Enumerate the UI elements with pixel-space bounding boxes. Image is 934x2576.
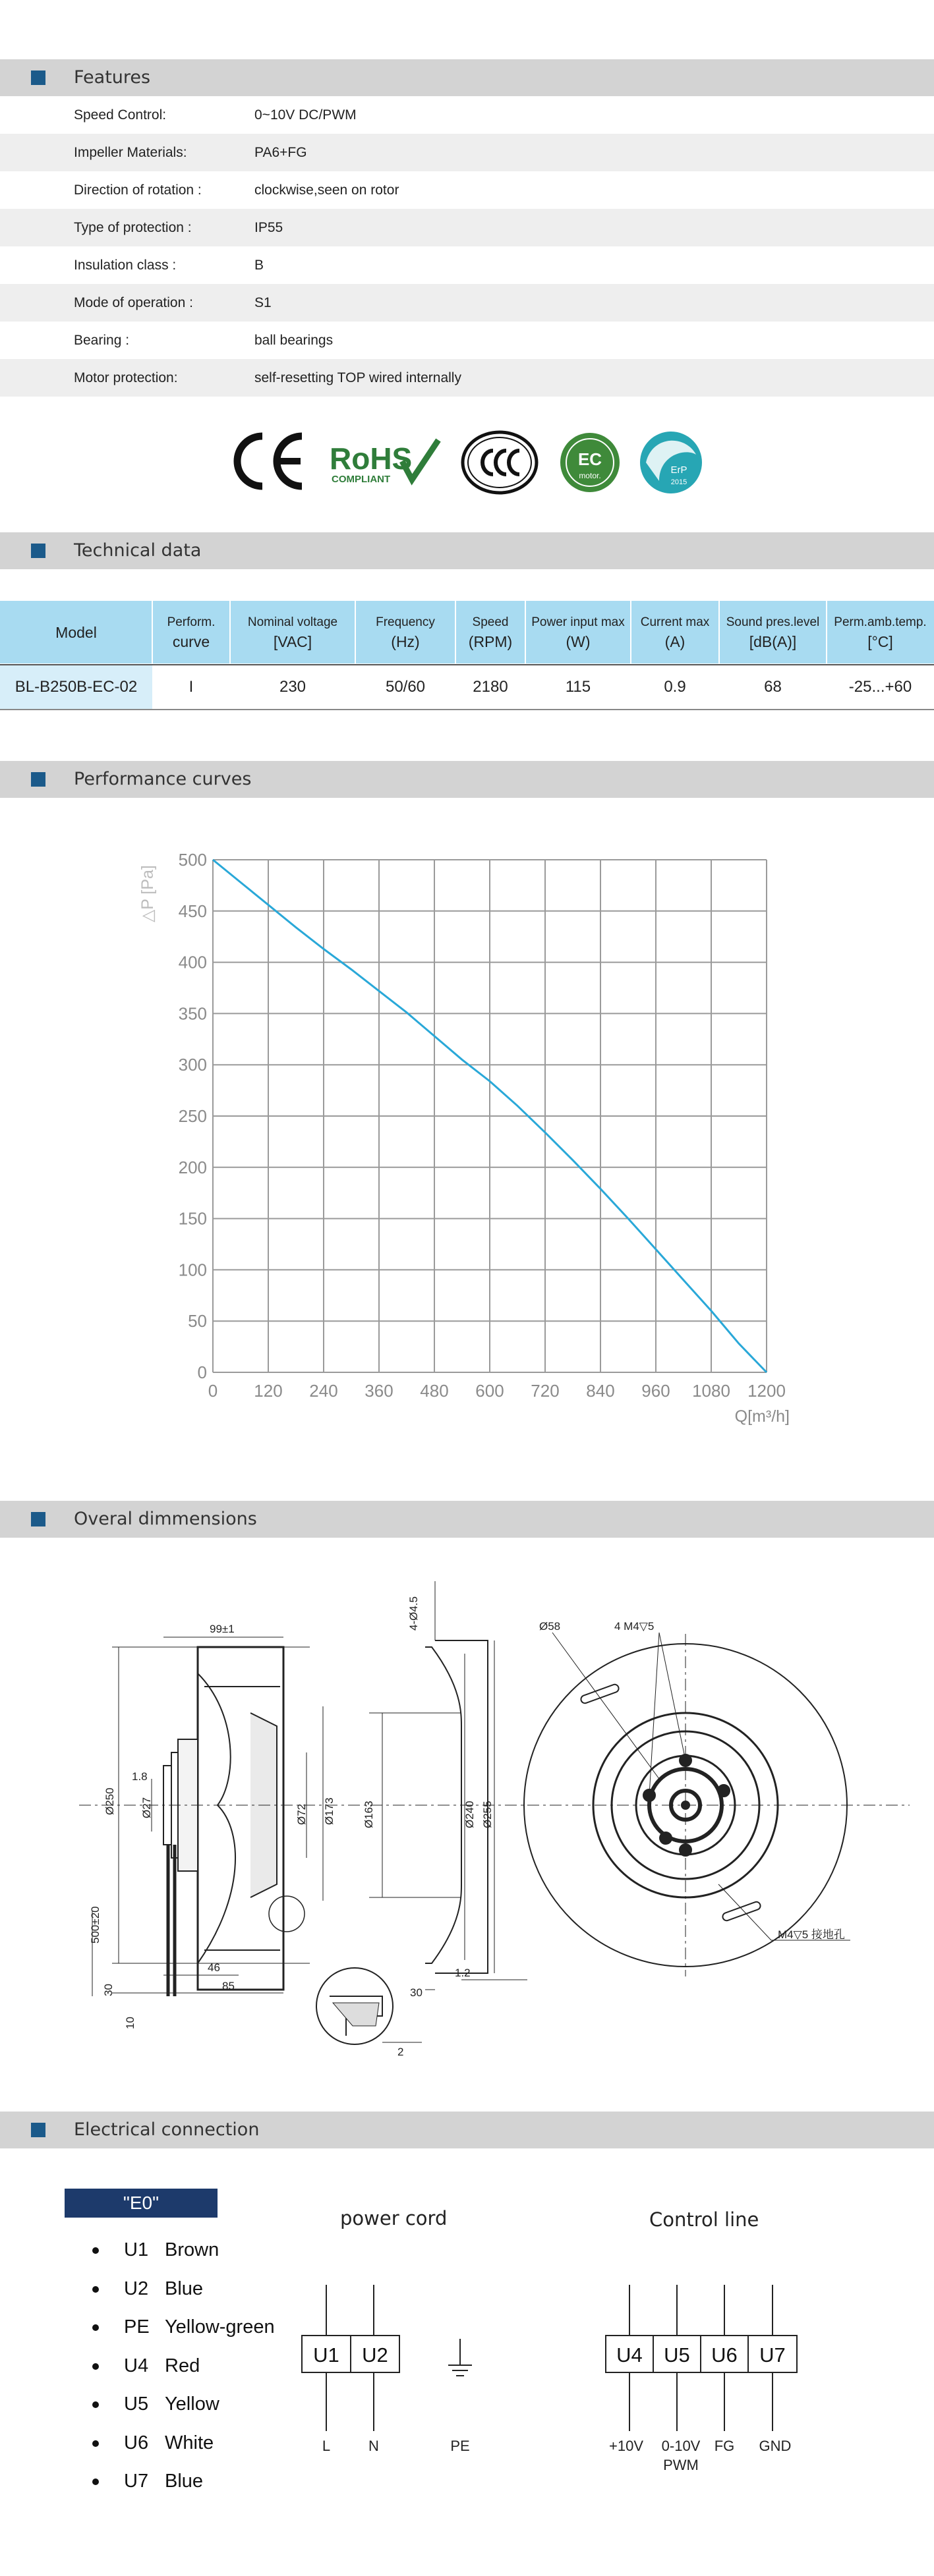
dim-99: 99±1 — [210, 1623, 235, 1635]
terminal-u4: U4 — [616, 2343, 643, 2366]
header-perform-curve — [152, 601, 230, 663]
header-speed — [455, 601, 525, 663]
feature-key: Speed Control: — [74, 107, 167, 123]
technical-title: Technical data — [74, 540, 202, 561]
dim-d27: Ø27 — [140, 1797, 153, 1818]
dim-d58: Ø58 — [539, 1620, 561, 1633]
erp-logo-icon — [640, 432, 702, 493]
wire-code: PE — [124, 2316, 150, 2338]
rohs-logo-icon — [330, 440, 438, 485]
header-current — [631, 601, 719, 663]
dim-lead: 500±20 — [89, 1906, 102, 1944]
y-tick-label: 0 — [197, 1362, 207, 1382]
y-tick-label: 200 — [178, 1157, 207, 1177]
dim-d240: Ø240 — [463, 1801, 476, 1828]
performance-title: Performance curves — [74, 769, 252, 789]
feature-row — [0, 284, 934, 322]
header-separator — [826, 601, 827, 663]
fan-front-view — [524, 1633, 850, 1976]
pin-l: L — [322, 2438, 331, 2454]
feature-row — [0, 246, 934, 284]
header-unit: (A) — [664, 632, 686, 650]
fan-section-view — [369, 1581, 527, 1990]
section-marker — [31, 70, 45, 85]
header-separator — [525, 601, 526, 663]
x-tick-label: 600 — [475, 1381, 504, 1401]
control-line-label: Control line — [649, 2208, 759, 2231]
header-separator — [152, 601, 153, 663]
y-axis-label: △P [Pa] — [138, 865, 157, 922]
x-tick-label: 1200 — [747, 1381, 786, 1401]
dim-m4-holes: 4 M4▽5 — [614, 1620, 655, 1633]
pin-gnd: GND — [759, 2438, 792, 2454]
x-tick-label: 360 — [365, 1381, 394, 1401]
electrical-header — [0, 2112, 934, 2148]
power-cord-label: power cord — [340, 2207, 448, 2229]
feature-key: Mode of operation : — [74, 295, 193, 310]
dim-1-2: 1.2 — [455, 1967, 471, 1979]
feature-row — [0, 209, 934, 246]
dim-30b: 30 — [410, 1986, 423, 1999]
feature-value: PA6+FG — [254, 145, 307, 160]
wire-code: U7 — [124, 2471, 149, 2492]
technical-header — [0, 532, 934, 569]
feature-row — [0, 322, 934, 359]
section-marker — [31, 1512, 45, 1526]
header-unit: [VAC] — [273, 632, 312, 650]
feature-value: IP55 — [254, 220, 283, 235]
header-label: Frequency — [376, 615, 435, 629]
x-tick-label: 480 — [420, 1381, 449, 1401]
cell-perform-curve: I — [189, 678, 194, 696]
header-unit: [dB(A)] — [749, 632, 797, 650]
cell-sound-level: 68 — [764, 678, 782, 696]
feature-key: Direction of rotation : — [74, 182, 202, 198]
header-separator — [718, 601, 720, 663]
pin-plus10v: +10V — [609, 2438, 643, 2454]
wire-code: U2 — [124, 2278, 149, 2299]
header-unit: (W) — [566, 632, 591, 650]
feature-row — [0, 96, 934, 134]
wire-color: Yellow — [165, 2394, 219, 2415]
dim-d255: Ø255 — [481, 1801, 494, 1828]
cell-frequency: 50/60 — [385, 678, 426, 696]
ec-motor-logo-icon — [560, 433, 620, 492]
feature-value: clockwise,seen on rotor — [254, 182, 399, 198]
header-separator — [630, 601, 631, 663]
cell-model: BL-B250B-EC-02 — [15, 678, 138, 696]
section-marker — [31, 544, 45, 558]
x-tick-label: 0 — [208, 1381, 218, 1401]
feature-row — [0, 359, 934, 397]
header-model — [0, 601, 152, 663]
feature-value: 0~10V DC/PWM — [254, 107, 357, 123]
feature-value: B — [254, 258, 264, 273]
header-label: Nominal voltage — [247, 615, 338, 629]
performance-chart — [0, 830, 934, 1449]
feature-key: Impeller Materials: — [74, 145, 187, 160]
header-unit: (RPM) — [468, 632, 513, 650]
dim-ground-hole: M4▽5 接地孔 — [778, 1928, 845, 1941]
pin-pe: PE — [450, 2438, 470, 2454]
performance-header — [0, 761, 934, 798]
header-ambient-temp — [827, 601, 934, 663]
wire-code: U1 — [124, 2239, 149, 2260]
feature-row — [0, 171, 934, 209]
x-tick-label: 840 — [586, 1381, 615, 1401]
y-tick-label: 450 — [178, 901, 207, 921]
x-tick-label: 240 — [309, 1381, 338, 1401]
dim-1-8: 1.8 — [132, 1770, 148, 1783]
header-label: Sound pres.level — [726, 615, 820, 629]
wire-color: Blue — [165, 2278, 204, 2299]
wire-color: Blue — [165, 2471, 204, 2492]
pin-pwm: PWM — [663, 2457, 699, 2473]
wire-color: White — [165, 2432, 214, 2453]
feature-key: Bearing : — [74, 333, 130, 348]
header-frequency — [355, 601, 455, 663]
section-marker — [31, 2123, 45, 2137]
legend-title: "E0" — [65, 2189, 218, 2218]
cell-nominal-voltage: 230 — [279, 678, 306, 696]
dim-46: 46 — [208, 1961, 220, 1974]
y-tick-label: 500 — [178, 850, 207, 870]
bullet-icon — [92, 2247, 99, 2254]
y-tick-label: 250 — [178, 1106, 207, 1126]
pin-n: N — [368, 2438, 379, 2454]
y-tick-label: 350 — [178, 1003, 207, 1024]
svg-text:RoHS: RoHS — [330, 441, 413, 476]
svg-text:motor.: motor. — [579, 471, 601, 480]
terminal-u1: U1 — [313, 2343, 339, 2366]
cell-ambient-temp: -25...+60 — [848, 678, 912, 696]
header-label: Perm.amb.temp. — [834, 615, 927, 629]
feature-key: Type of protection : — [74, 220, 192, 235]
cell-current: 0.9 — [664, 678, 686, 696]
ccc-logo-icon — [463, 432, 537, 493]
dimensions-header — [0, 1501, 934, 1538]
y-tick-label: 50 — [188, 1311, 207, 1331]
feature-value: ball bearings — [254, 333, 334, 348]
terminal-u6: U6 — [711, 2343, 738, 2366]
dim-holes: 4-Ø4.5 — [407, 1596, 420, 1631]
dim-10: 10 — [124, 2017, 136, 2029]
x-tick-label: 1080 — [692, 1381, 730, 1401]
y-tick-label: 300 — [178, 1055, 207, 1075]
header-separator — [455, 601, 456, 663]
dim-d173: Ø173 — [323, 1797, 336, 1825]
pin-0-10v: 0-10V — [661, 2438, 701, 2454]
table-bottom-line — [0, 709, 934, 710]
header-label: Perform. — [167, 615, 216, 629]
pin-fg: FG — [714, 2438, 735, 2454]
features-title: Features — [74, 67, 151, 88]
svg-text:COMPLIANT: COMPLIANT — [332, 474, 391, 485]
feature-row — [0, 134, 934, 171]
svg-text:2015: 2015 — [670, 478, 687, 486]
cell-power-input: 115 — [565, 678, 591, 696]
header-label: Current max — [640, 615, 710, 629]
header-unit: (Hz) — [391, 632, 420, 650]
wire-color: Brown — [165, 2239, 219, 2260]
terminal-u2: U2 — [362, 2343, 388, 2366]
x-axis-label: Q[m³/h] — [734, 1407, 790, 1426]
feature-value: self-resetting TOP wired internally — [254, 370, 461, 385]
header-sound-level — [719, 601, 827, 663]
header-power-input — [525, 601, 631, 663]
feature-value: S1 — [254, 295, 272, 310]
header-label: Model — [55, 623, 97, 641]
terminal-u5: U5 — [664, 2343, 690, 2366]
ce-mark-icon — [237, 436, 302, 486]
y-tick-label: 150 — [178, 1208, 207, 1229]
dim-d72: Ø72 — [295, 1803, 308, 1825]
header-unit: [°C] — [867, 632, 893, 650]
y-tick-label: 400 — [178, 952, 207, 972]
dim-d250: Ø250 — [103, 1787, 116, 1815]
features-header — [0, 59, 934, 96]
header-separator — [229, 601, 231, 663]
wiring-diagram — [0, 2266, 934, 2490]
dim-85: 85 — [222, 1980, 235, 1992]
dim-30: 30 — [102, 1984, 115, 1996]
svg-text:ErP: ErP — [670, 464, 687, 476]
dimension-drawing — [0, 1568, 934, 2082]
wire-code: U5 — [124, 2394, 149, 2415]
header-nominal-voltage — [230, 601, 355, 663]
electrical-title: Electrical connection — [74, 2119, 260, 2140]
feature-key: Insulation class : — [74, 258, 177, 273]
wire-color: Red — [165, 2355, 200, 2376]
certification-logos — [224, 422, 712, 501]
x-tick-label: 120 — [254, 1381, 283, 1401]
feature-key: Motor protection: — [74, 370, 178, 385]
wire-code: U4 — [124, 2355, 149, 2376]
dim-d163: Ø163 — [363, 1801, 375, 1828]
svg-text:EC: EC — [577, 449, 602, 469]
header-label: Power input max — [531, 615, 625, 629]
header-separator — [355, 601, 356, 663]
dim-2: 2 — [397, 2046, 404, 2058]
wire-code: U6 — [124, 2432, 149, 2453]
dimensions-title: Overal dimmensions — [74, 1509, 257, 1529]
header-label: Speed — [472, 615, 509, 629]
header-unit: curve — [172, 632, 210, 650]
terminal-u7: U7 — [759, 2343, 786, 2366]
cell-speed: 2180 — [473, 678, 508, 696]
x-tick-label: 720 — [531, 1381, 560, 1401]
wire-color: Yellow-green — [165, 2316, 275, 2338]
x-tick-label: 960 — [641, 1381, 670, 1401]
section-marker — [31, 772, 45, 787]
y-tick-label: 100 — [178, 1260, 207, 1280]
